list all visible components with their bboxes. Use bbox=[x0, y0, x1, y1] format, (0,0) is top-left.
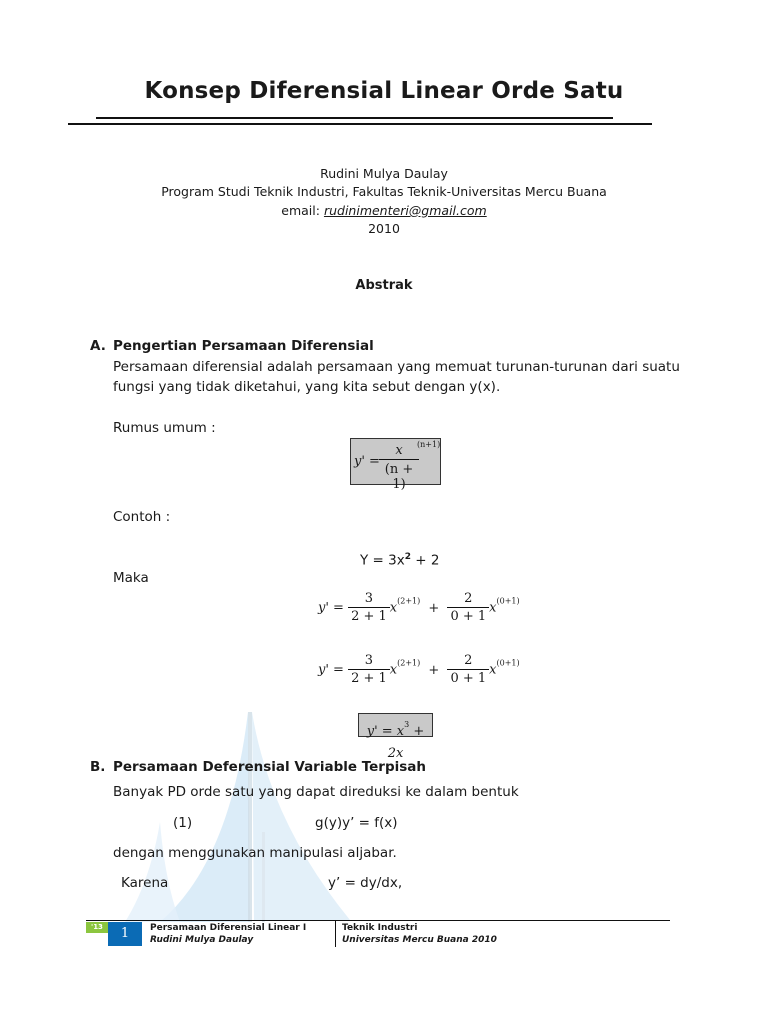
step1-lhs: y' = bbox=[318, 600, 344, 616]
step1-num2: 2 bbox=[447, 590, 489, 608]
step1-x2: x bbox=[489, 600, 497, 616]
section-a-paragraph-line1: Persamaan diferensial adalah persamaan yang memuat turunan-turunan dari suatu bbox=[113, 359, 680, 375]
page-number: 1 bbox=[108, 922, 142, 946]
section-a-title: Pengertian Persamaan Diferensial bbox=[113, 338, 374, 354]
author-name: Rudini Mulya Daulay bbox=[320, 166, 448, 181]
example-rhs: + 2 bbox=[410, 552, 440, 569]
author-affiliation: Program Studi Teknik Industri, Fakultas Teknik-Universitas Mercu Buana bbox=[161, 184, 607, 199]
step2-exp2: (0+1) bbox=[496, 658, 520, 668]
section-b-letter: B. bbox=[90, 759, 106, 775]
step1-exp1: (2+1) bbox=[397, 596, 421, 606]
derivative-step-1 bbox=[318, 590, 520, 626]
footer-rule bbox=[86, 920, 670, 921]
step1-fraction-1 bbox=[348, 590, 390, 626]
result-formula-box bbox=[358, 713, 433, 761]
step1-x1: x bbox=[389, 600, 398, 616]
email-link[interactable]: rudinimenteri@gmail.com bbox=[323, 203, 487, 218]
step2-fraction-1 bbox=[348, 652, 390, 688]
step1-exp2: (0+1) bbox=[496, 596, 520, 606]
example-equation bbox=[360, 547, 439, 571]
section-a-letter: A. bbox=[90, 338, 106, 354]
step2-plus: + bbox=[428, 662, 440, 678]
step1-den1: 2 + 1 bbox=[351, 609, 387, 624]
result-lhs: y' = x bbox=[366, 724, 405, 739]
footer-course-title: Persamaan Diferensial Linear I bbox=[150, 923, 307, 933]
publication-year: 2010 bbox=[368, 221, 400, 236]
maka-label: Maka bbox=[113, 570, 149, 586]
step1-den2: 0 + 1 bbox=[450, 609, 487, 624]
step2-den2: 0 + 1 bbox=[450, 671, 487, 686]
title-rule-bottom bbox=[68, 123, 652, 125]
section-b-line2: dengan menggunakan manipulasi aljabar. bbox=[113, 845, 397, 861]
step2-x1: x bbox=[389, 662, 398, 678]
equation-number: (1) bbox=[173, 815, 193, 831]
contoh-label: Contoh : bbox=[113, 509, 171, 525]
derivative-step-2 bbox=[318, 652, 520, 688]
karena-label: Karena bbox=[121, 875, 169, 891]
section-b-line1: Banyak PD orde satu yang dapat direduksi ke dalam bentuk bbox=[113, 784, 519, 800]
section-a-paragraph-line2: fungsi yang tidak diketahui, yang kita sebut dengan y(x). bbox=[113, 379, 501, 395]
result-rhs: + 2x bbox=[387, 724, 425, 761]
title-rule-top bbox=[96, 117, 613, 119]
step2-lhs: y' = bbox=[318, 662, 344, 678]
formula-numerator: x bbox=[379, 443, 419, 460]
rumus-umum-label: Rumus umum : bbox=[113, 420, 216, 436]
formula-exponent: (n+1) bbox=[417, 440, 441, 449]
separable-equation: g(y)y’ = f(x) bbox=[315, 815, 398, 831]
example-exponent: 2 bbox=[404, 552, 411, 562]
footer-separator bbox=[335, 921, 336, 947]
author-email-line bbox=[0, 203, 768, 218]
footer-author: Rudini Mulya Daulay bbox=[150, 935, 254, 945]
example-lhs: Y = 3x bbox=[360, 552, 405, 569]
step2-exp1: (2+1) bbox=[397, 658, 421, 668]
karena-equation: y’ = dy/dx, bbox=[328, 875, 403, 891]
general-formula-box bbox=[350, 438, 441, 492]
email-label: email: bbox=[281, 203, 324, 218]
step2-num2: 2 bbox=[447, 652, 489, 670]
footer-university: Universitas Mercu Buana 2010 bbox=[342, 935, 497, 945]
footer-year-badge: '13 bbox=[86, 922, 108, 933]
document-title: Konsep Diferensial Linear Orde Satu bbox=[144, 78, 624, 104]
step2-num1: 3 bbox=[348, 652, 390, 670]
step2-fraction-2 bbox=[447, 652, 489, 688]
step2-den1: 2 + 1 bbox=[351, 671, 387, 686]
formula-lhs: y' = bbox=[354, 454, 380, 469]
formula-denominator: (n + 1) bbox=[384, 462, 414, 492]
step1-plus: + bbox=[428, 600, 440, 616]
step1-fraction-2 bbox=[447, 590, 489, 626]
step2-x2: x bbox=[489, 662, 497, 678]
step1-num1: 3 bbox=[348, 590, 390, 608]
result-exponent: 3 bbox=[404, 720, 410, 729]
footer-department: Teknik Industri bbox=[342, 923, 418, 933]
abstract-heading: Abstrak bbox=[355, 278, 413, 293]
section-b-title: Persamaan Deferensial Variable Terpisah bbox=[113, 759, 427, 775]
